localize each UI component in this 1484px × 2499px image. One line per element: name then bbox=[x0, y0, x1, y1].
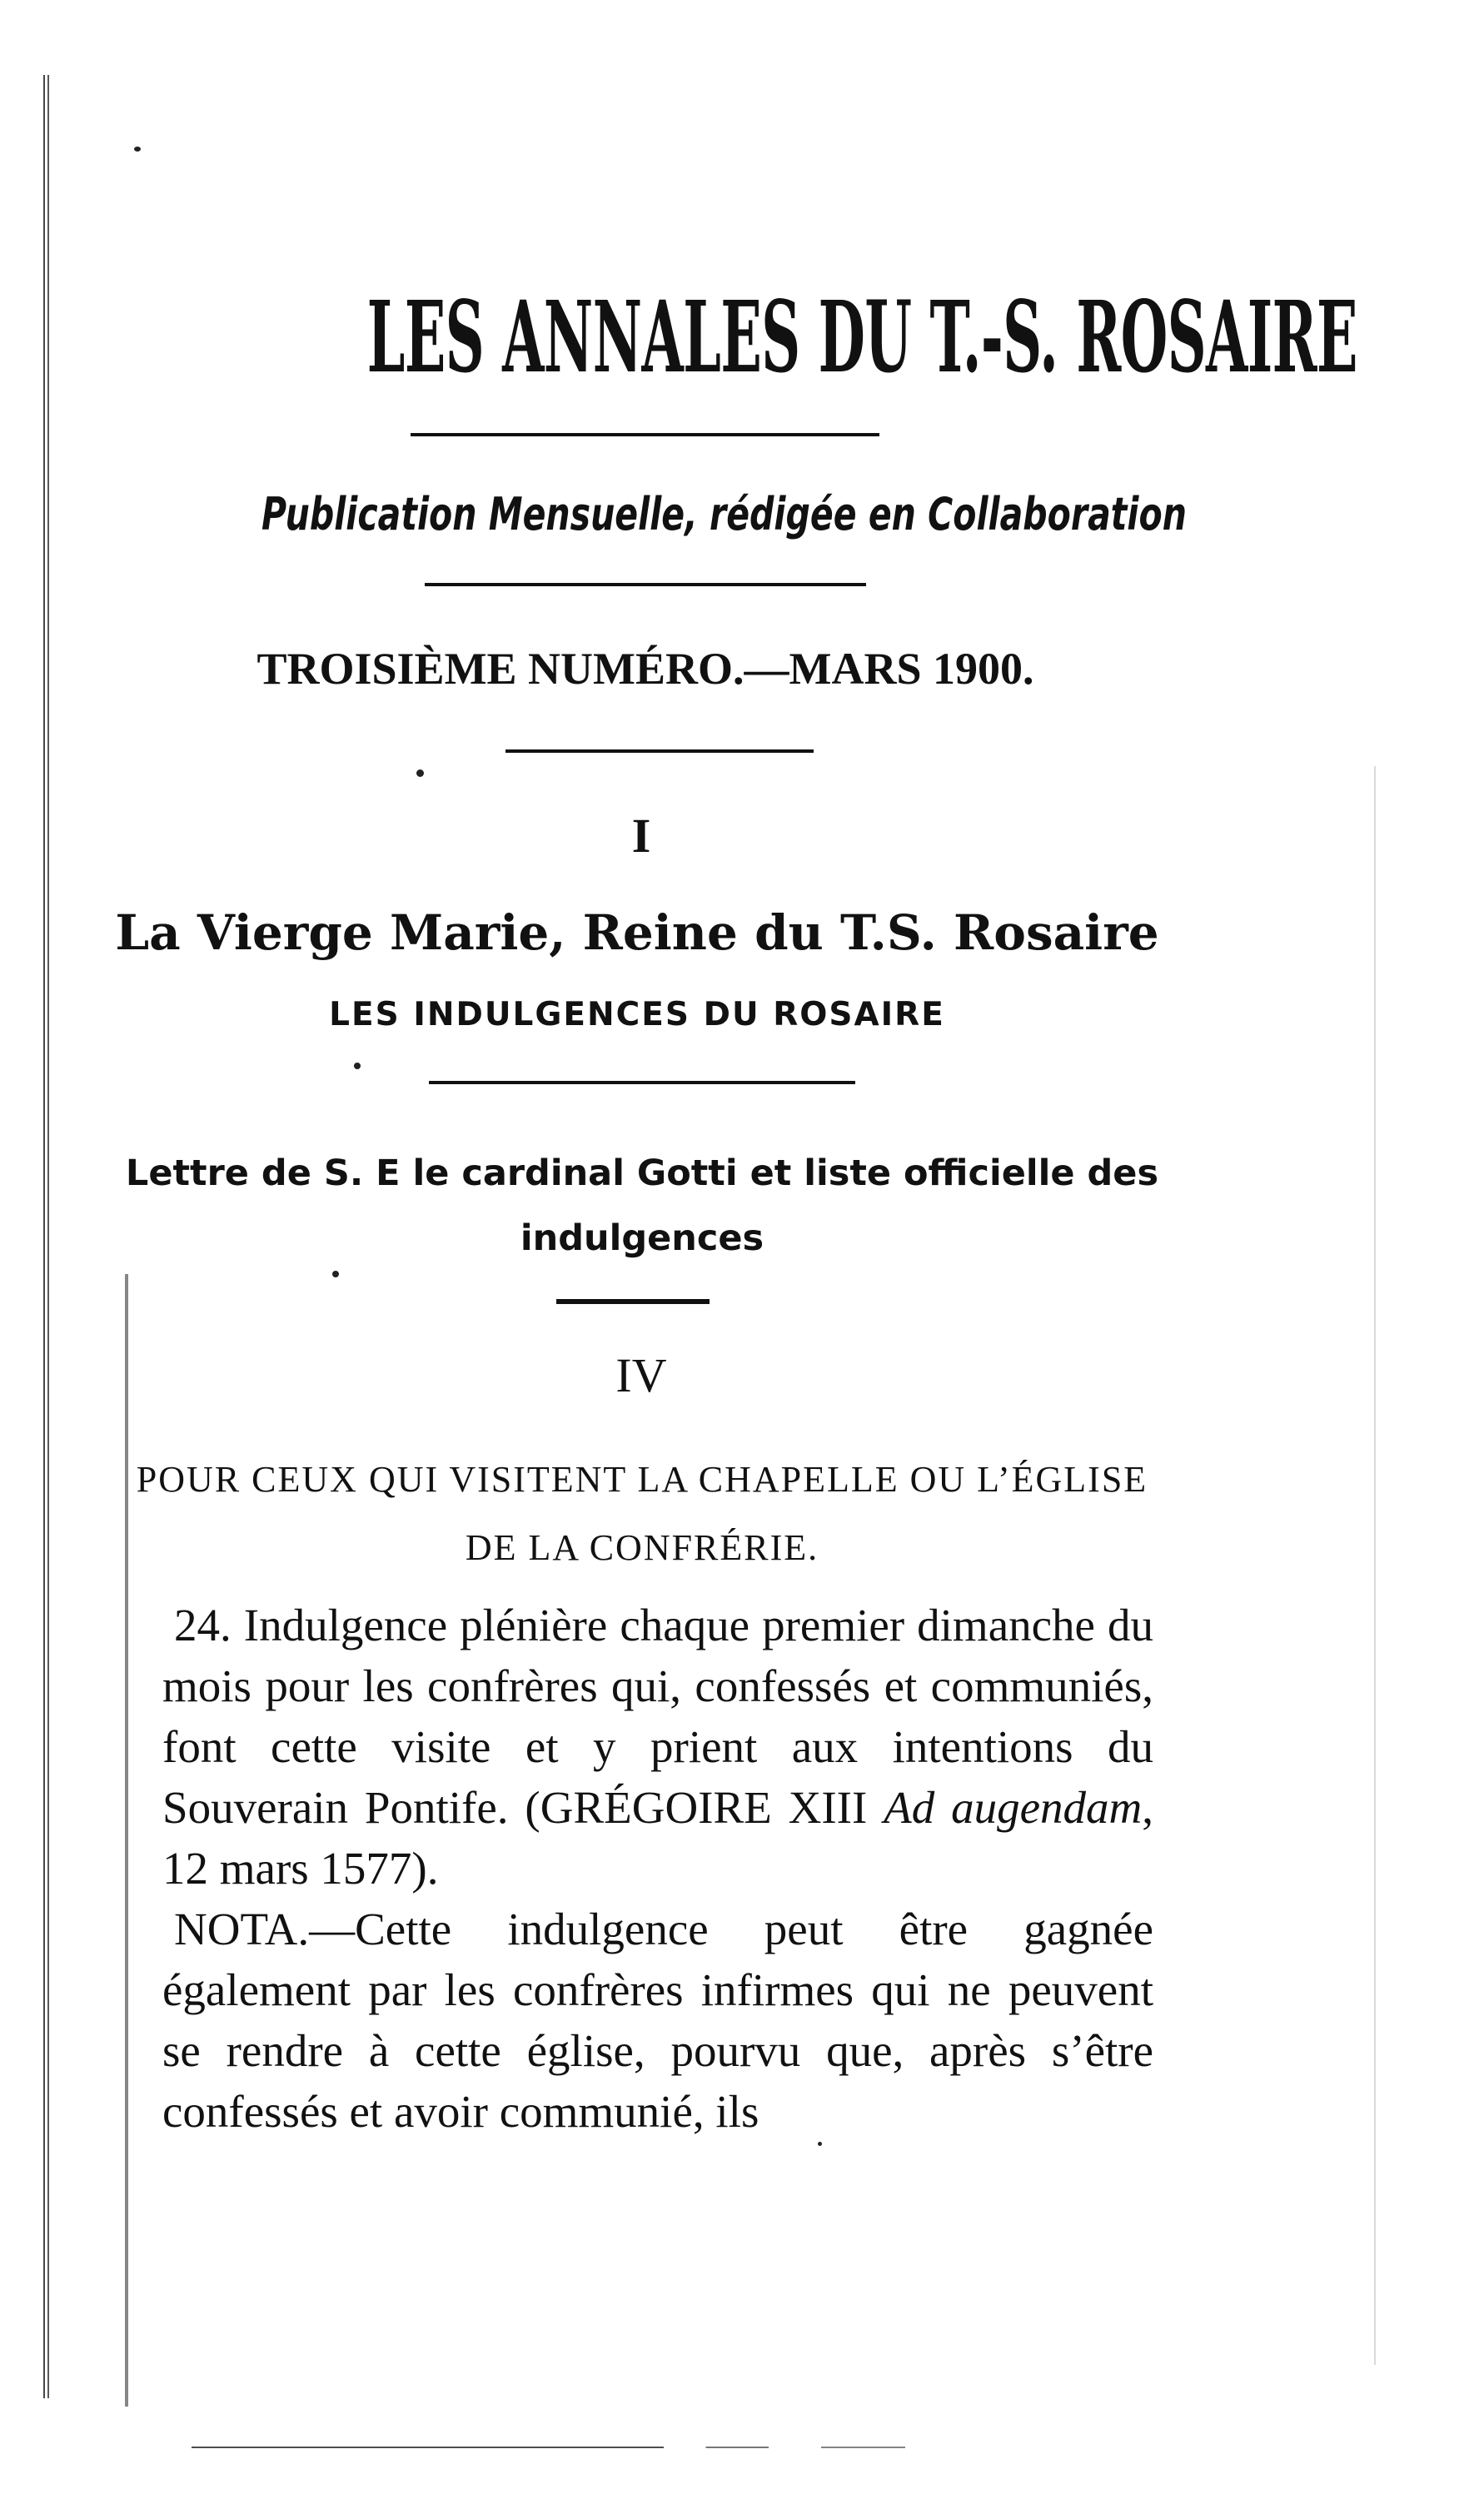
ink-speck bbox=[416, 769, 424, 777]
nota-text: —Cette indulgence peut être gagnée également par les confrères infirmes qui ne peuvent se rendre à cette église, pourvu que, après s’être confessés et avoir communié, ils bbox=[162, 1904, 1153, 2137]
scan-inner-edge bbox=[125, 1274, 128, 2407]
citation-open: ( bbox=[525, 1782, 540, 1833]
short-rule bbox=[556, 1299, 710, 1304]
paragraph-24-text: 24. Indulgence plénière chaque premier dimanche du mois pour les confrères qui, confessés et communiés, font cette visite et y prient aux intentions du Souverain Pontife. bbox=[162, 1600, 1153, 1833]
ink-speck bbox=[818, 2142, 822, 2146]
issue-line: TROISIÈME NUMÉRO.—MARS 1900. bbox=[256, 644, 1034, 694]
publication-subtitle: Publication Mensuelle, rédigée en Collaboration bbox=[261, 488, 1187, 540]
citation-author: GRÉGOIRE XIII bbox=[540, 1782, 868, 1833]
document-title: LES ANNALES DU T.-S. ROSAIRE bbox=[366, 279, 1357, 395]
paragraph-24 bbox=[162, 1595, 1153, 1899]
nota-paragraph bbox=[162, 1899, 1153, 2142]
section-heading: POUR CEUX QUI VISITENT LA CHAPELLE OU L’ÉGLISE DE LA CONFRÉRIE. bbox=[136, 1459, 1148, 1568]
scan-bottom-rule bbox=[192, 2447, 1241, 2448]
rule-under-issue bbox=[505, 749, 814, 753]
ink-speck bbox=[354, 1063, 361, 1069]
main-heading: La Vierge Marie, Reine du T.S. Rosaire bbox=[115, 904, 1159, 961]
citation-title: Ad augendam bbox=[884, 1782, 1143, 1833]
ink-speck bbox=[134, 147, 141, 152]
scan-left-edge bbox=[43, 75, 50, 2398]
rule-under-subheading bbox=[429, 1081, 855, 1084]
citation-date: , 12 mars 1577). bbox=[162, 1782, 1154, 1894]
scan-right-edge bbox=[1374, 766, 1376, 2365]
section-number-iv: IV bbox=[615, 1348, 667, 1402]
sub-heading: LES INDULGENCES DU ROSAIRE bbox=[329, 996, 945, 1033]
rule-under-title bbox=[411, 433, 879, 436]
nota-label: NOTA. bbox=[174, 1904, 310, 1954]
letter-title: Lettre de S. E le cardinal Gotti et liste officielle des indulgences bbox=[125, 1152, 1159, 1259]
rule-under-subtitle bbox=[425, 583, 866, 586]
body-text bbox=[162, 1595, 1153, 2142]
section-number-i: I bbox=[631, 809, 651, 863]
ink-speck bbox=[332, 1271, 339, 1277]
